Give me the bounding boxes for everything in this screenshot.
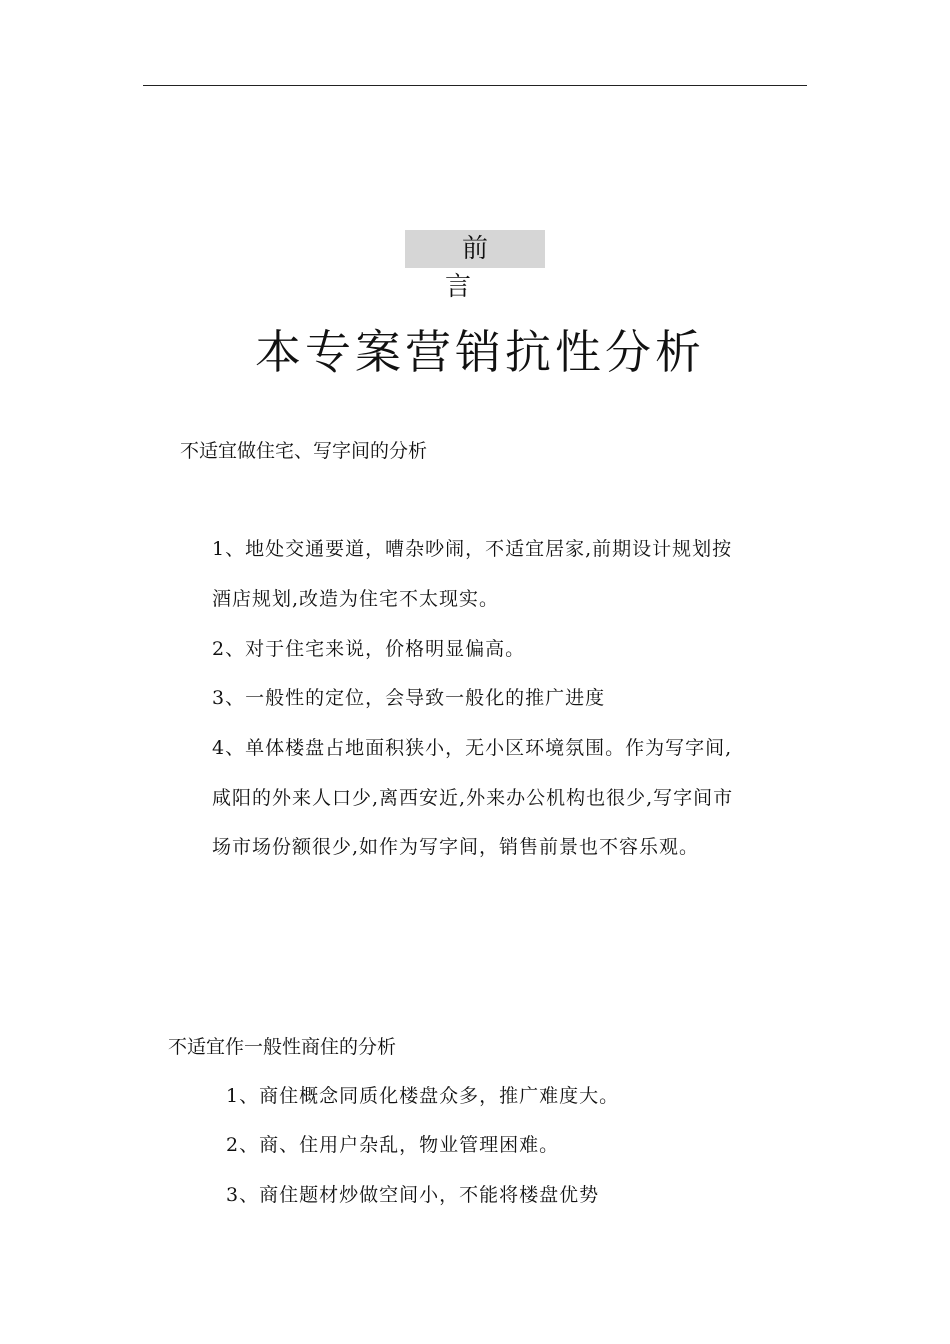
section1-line-3: 2、对于住宅来说，价格明显偏高。 — [212, 638, 526, 660]
section2-line-3: 3、商住题材炒做空间小，不能将楼盘优势 — [226, 1184, 600, 1206]
section1-line-2: 酒店规划,改造为住宅不太现实。 — [212, 588, 500, 610]
section2-line-1: 1、商住概念同质化楼盘众多，推广难度大。 — [226, 1085, 620, 1107]
preface-label: 前 言 — [405, 230, 545, 268]
section1-line-1: 1、地处交通要道，嘈杂吵闹，不适宜居家,前期设计规划按 — [212, 538, 733, 560]
section-heading-commercial-residential: 不适宜作一般性商住的分析 — [168, 1036, 397, 1058]
section1-line-6: 咸阳的外来人口少,离西安近,外来办公机构也很少,写字间市 — [212, 787, 734, 809]
section-heading-residential-office: 不适宜做住宅、写字间的分析 — [180, 440, 428, 462]
section1-line-7: 场市场份额很少,如作为写字间，销售前景也不容乐观。 — [212, 836, 700, 858]
section1-line-5: 4、单体楼盘占地面积狭小，无小区环境氛围。作为写字间, — [212, 737, 733, 759]
header-rule — [143, 85, 807, 86]
section1-line-4: 3、一般性的定位，会导致一般化的推广进度 — [212, 687, 606, 709]
section2-line-2: 2、商、住用户杂乱，物业管理困难。 — [226, 1134, 560, 1156]
page-title: 本专案营销抗性分析 — [255, 325, 705, 379]
